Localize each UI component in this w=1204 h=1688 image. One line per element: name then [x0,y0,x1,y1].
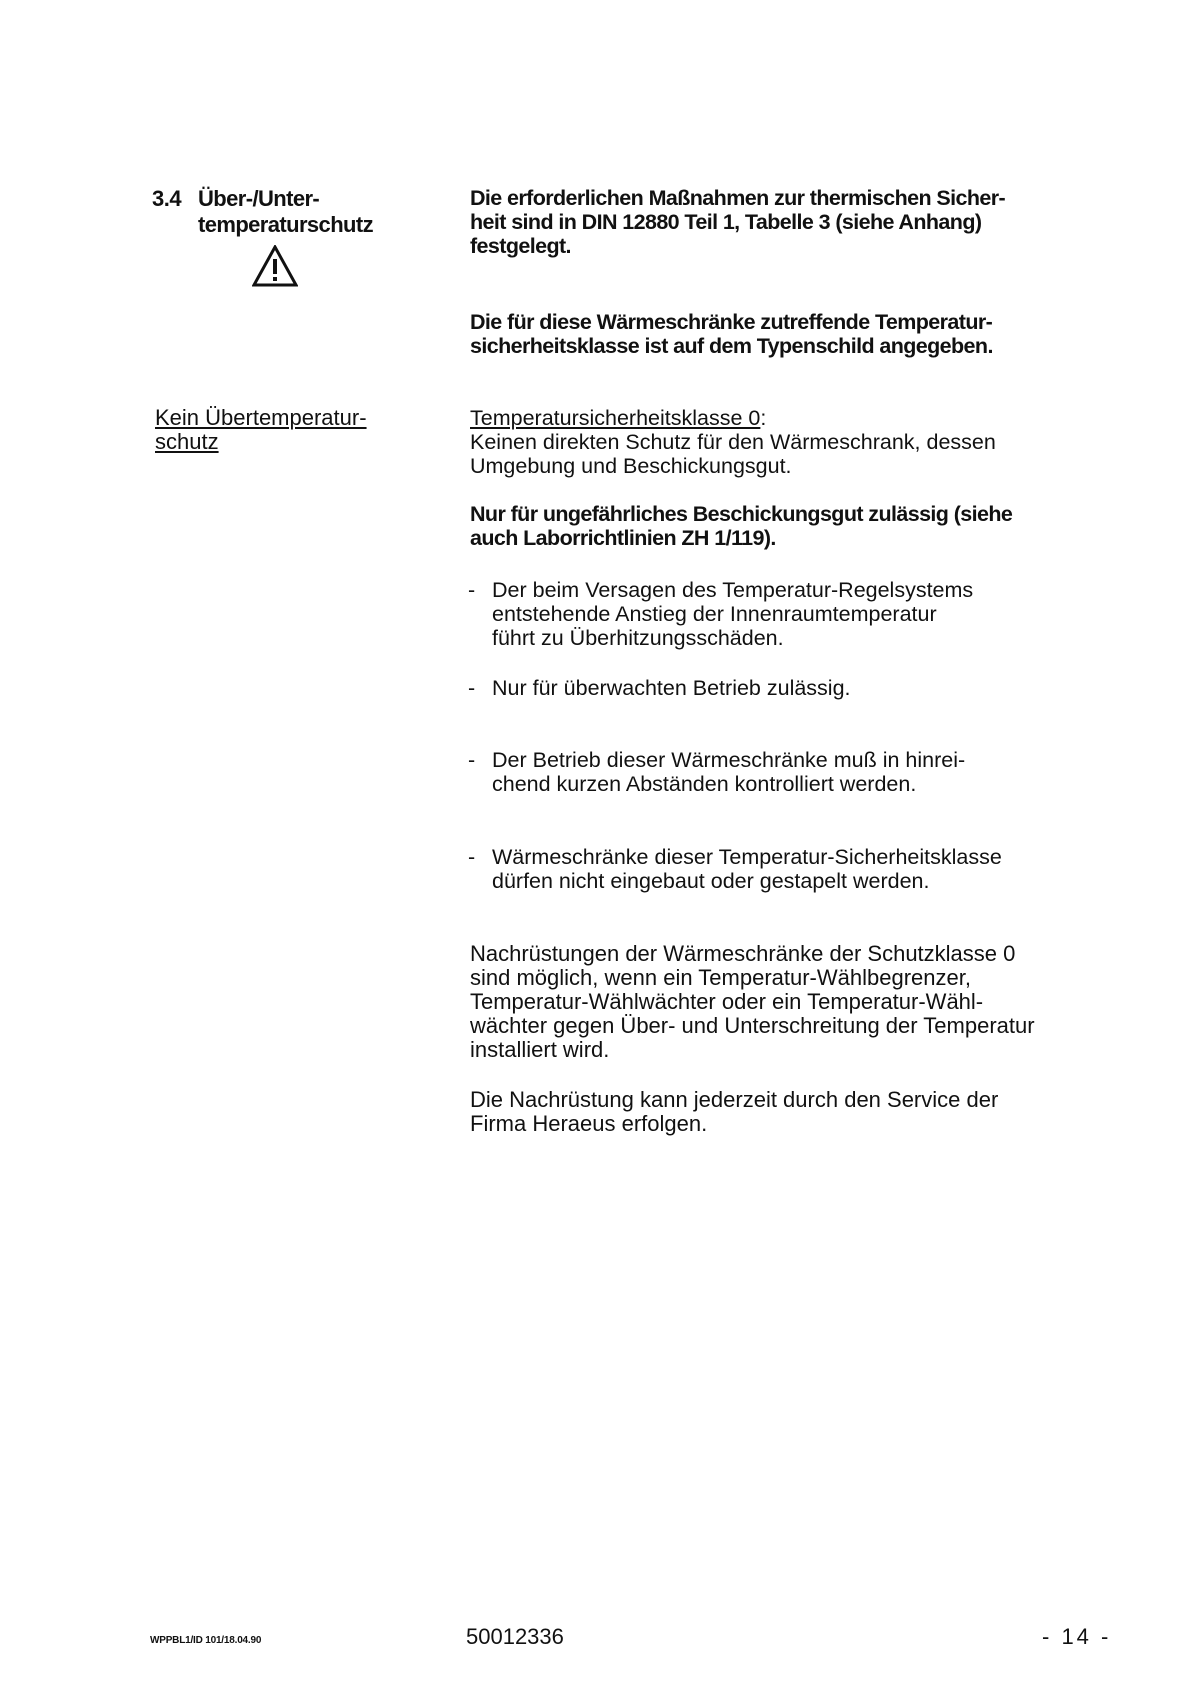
section-number: 3.4 [152,186,182,211]
text-line: sicherheitsklasse ist auf dem Typenschild angegeben. [470,334,993,358]
footer-document-code: WPPBL1/ID 101/18.04.90 [150,1635,262,1646]
list-item-text [492,845,1002,893]
list-item-text [492,748,965,796]
text-line: Die für diese Wärmeschränke zutreffende Temperatur- [470,310,993,334]
page-number: - 14 - [1042,1624,1112,1649]
class-heading-text: Temperatursicherheitsklasse 0 [470,406,761,430]
text-line: chend kurzen Abständen kontrolliert werden. [492,772,917,796]
text-line: Wärmeschränke dieser Temperatur-Sicherheitsklasse [492,845,1002,869]
side-heading [155,406,415,454]
list-item-text [492,676,851,700]
text-line: Temperatur-Wählwächter oder ein Temperatur-Wähl- [470,989,984,1014]
text-line: sind möglich, wenn ein Temperatur-Wählbegrenzer, [470,965,971,990]
section-title [198,186,418,238]
text-line: Die Nachrüstung kann jederzeit durch den Service der [470,1087,999,1112]
side-heading-line: Kein Übertemperatur- [155,405,367,430]
side-heading-line: schutz [155,429,219,454]
text-line: Nur für überwachten Betrieb zulässig. [492,676,851,700]
text-line: auch Laborrichtlinien ZH 1/119). [470,526,776,550]
text-line: Keinen direkten Schutz für den Wärmeschrank, dessen [470,430,996,454]
text-line: entstehende Anstieg der Innenraumtemperatur [492,602,937,626]
text-line: heit sind in DIN 12880 Teil 1, Tabelle 3 (siehe Anhang) [470,210,982,234]
text-line: Die erforderlichen Maßnahmen zur thermischen Sicher- [470,186,1006,210]
paragraph-type-plate [470,310,1110,358]
paragraph-retrofit [470,942,1110,1062]
text-line: Umgebung und Beschickungsgut. [470,454,792,478]
paragraph-safety-measures [470,186,1110,258]
section-title-line: Über-/Unter- [198,186,320,211]
bullet-dash: - [468,845,476,869]
paragraph-class-0 [470,406,1110,478]
text-line: installiert wird. [470,1037,610,1062]
footer-document-number: 50012336 [466,1624,564,1649]
text-line: Nachrüstungen der Wärmeschränke der Schutzklasse 0 [470,941,1016,966]
text-line: Nur für ungefährliches Beschickungsgut zulässig (siehe [470,502,1013,526]
class-heading-colon: : [760,406,767,430]
text-line: Der Betrieb dieser Wärmeschränke muß in hinrei- [492,748,966,772]
text-line: Der beim Versagen des Temperatur-Regelsystems [492,578,974,602]
bullet-dash: - [468,578,476,602]
paragraph-service [470,1088,1110,1136]
text-line: führt zu Überhitzungsschäden. [492,626,784,650]
paragraph-restriction [470,502,1110,550]
class-heading [470,406,1110,430]
bullet-dash: - [468,748,476,772]
bullet-dash: - [468,676,476,700]
list-item-text [492,578,973,650]
warning-triangle-icon [252,245,298,287]
section-title-line: temperaturschutz [198,212,373,237]
text-line: festgelegt. [470,234,571,258]
text-line: wächter gegen Über- und Unterschreitung der Temperatur [470,1013,1035,1038]
text-line: dürfen nicht eingebaut oder gestapelt werden. [492,869,930,893]
text-line: Firma Heraeus erfolgen. [470,1111,708,1136]
